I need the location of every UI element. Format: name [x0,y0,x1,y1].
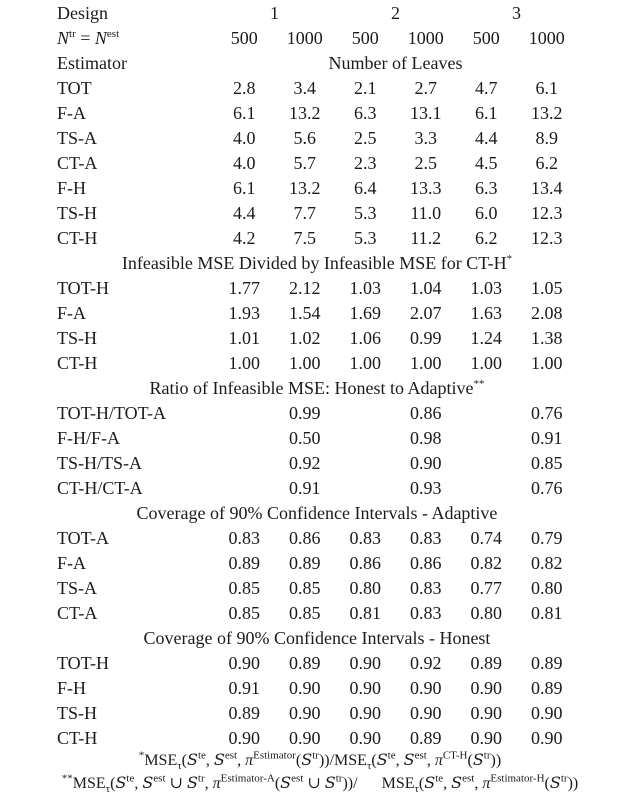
math-text: ( [418,775,425,792]
row-label: F-A [57,553,87,573]
value-cell: 12.3 [531,228,563,248]
value-cell [214,451,275,476]
math-text: ))/MSE [318,752,367,769]
value-cell [456,426,517,451]
math-text: S [403,750,415,769]
math-text: ∪ [303,775,325,792]
section-title-text: Infeasible MSE Divided by Infeasible MSE for CT-H [121,253,507,273]
superscript-text: tr [560,772,568,785]
value-cell: 0.83 [410,603,442,623]
math-text: N [57,28,70,48]
superscript-text: Estimator-H [490,772,545,785]
math-text: π [434,752,443,769]
footnote-line-2 [62,771,578,793]
section-title-superscript: ** [473,378,485,390]
row-label: F-H/F-A [57,428,121,448]
value-cell: 4.5 [475,153,498,173]
row-label: CT-H [57,353,98,373]
value-cell: 0.85 [289,578,321,598]
math-text: S [301,750,313,769]
math-text: S [115,773,127,792]
sample-size-value: 1000 [407,28,444,48]
value-cell: 0.80 [349,578,381,598]
sample-size-value: 1000 [528,28,565,48]
value-cell [335,426,396,451]
value-cell: 0.86 [289,528,321,548]
value-cell: 3.3 [414,128,437,148]
value-cell: 0.92 [289,453,321,473]
value-cell: 0.89 [531,653,563,673]
value-cell: 0.92 [410,653,442,673]
value-cell: 0.80 [531,578,563,598]
value-cell: 0.90 [410,678,442,698]
value-cell: 12.3 [531,203,563,223]
value-cell: 11.2 [410,228,442,248]
value-cell: 1.38 [531,328,563,348]
section-title [57,376,577,401]
value-cell: 1.00 [289,353,321,373]
row-label: F-A [57,103,87,123]
value-cell: 5.3 [354,228,377,248]
value-cell [456,401,517,426]
value-cell: 0.83 [228,528,260,548]
value-cell: 0.85 [228,603,260,623]
value-cell: 2.5 [414,153,437,173]
row-label: TOT [57,78,92,98]
row-label: F-H [57,178,87,198]
math-text: N [94,28,107,48]
value-cell: 0.89 [228,553,260,573]
value-cell: 13.4 [531,178,563,198]
value-cell: 2.8 [233,78,256,98]
leaves-span-title: Number of Leaves [328,53,463,73]
value-cell: 2.07 [410,303,442,323]
value-cell [335,451,396,476]
value-cell: 1.00 [228,353,260,373]
value-cell: 5.6 [293,128,316,148]
value-cell: 0.98 [410,428,442,448]
value-cell: 0.77 [470,578,502,598]
value-cell: 1.03 [470,278,502,298]
superscript-text: est [414,749,427,762]
value-cell: 3.4 [293,78,316,98]
value-cell: 6.2 [475,228,498,248]
value-cell: 0.74 [470,528,502,548]
row-label: F-A [57,303,87,323]
value-cell: 6.0 [475,203,498,223]
superscript-text: est [291,772,304,785]
value-cell: 1.03 [349,278,381,298]
value-cell: 0.90 [349,728,381,748]
value-cell: 0.90 [531,703,563,723]
math-text: ∪ [165,775,187,792]
value-cell: 0.89 [470,653,502,673]
value-cell: 0.85 [289,603,321,623]
value-cell: 0.76 [531,478,563,498]
value-cell: 1.00 [349,353,381,373]
value-cell: 4.4 [475,128,498,148]
math-text: S [213,750,225,769]
sample-size-value: 500 [472,28,500,48]
row-label: CT-A [57,153,98,173]
value-cell: 0.90 [289,728,321,748]
superscript-text: * [138,749,145,762]
value-cell [335,401,396,426]
value-cell: 1.63 [470,303,502,323]
value-cell: 13.1 [410,103,442,123]
value-cell: 0.90 [289,678,321,698]
value-cell: 6.2 [535,153,558,173]
value-cell: 1.05 [531,278,563,298]
row-label: TS-H [57,203,97,223]
value-cell: 1.54 [289,303,321,323]
value-cell: 11.0 [410,203,442,223]
value-cell: 7.7 [293,203,316,223]
value-cell [456,476,517,501]
value-cell: 0.79 [531,528,563,548]
value-cell: 1.01 [228,328,260,348]
sample-size-value: 500 [230,28,258,48]
value-cell: 13.2 [289,103,321,123]
math-text: ( [295,752,302,769]
math-text: , [443,775,452,792]
value-cell: 0.50 [289,428,321,448]
superscript-text: tr [197,772,205,785]
math-text: )) [567,775,579,792]
value-cell [214,426,275,451]
row-label: TOT-H [57,653,110,673]
math-text: ))/ [342,775,358,792]
value-cell: 1.04 [410,278,442,298]
value-cell: 1.24 [470,328,502,348]
superscript-text: tr [312,749,319,762]
section-title [57,626,577,651]
value-cell: 0.90 [228,653,260,673]
section-title [57,501,577,526]
row-label: CT-H [57,728,98,748]
value-cell: 0.85 [531,453,563,473]
math-text: ( [467,752,473,769]
value-cell: 1.77 [228,278,260,298]
value-cell: 2.12 [289,278,321,298]
value-cell: 7.5 [293,228,316,248]
value-cell: 4.0 [233,128,256,148]
row-label: CT-H/CT-A [57,478,143,498]
math-text: S [186,750,198,769]
row-label: TOT-H/TOT-A [57,403,167,423]
row-label: TOT-H [57,278,110,298]
superscript-text: tr [69,28,76,40]
value-cell: 0.91 [289,478,321,498]
math-text: ( [544,775,550,792]
value-cell: 0.99 [410,328,442,348]
row-label: CT-A [57,603,98,623]
value-cell: 2.1 [354,78,377,98]
subscript-text: τ [105,783,111,793]
row-label: TOT-A [57,528,110,548]
math-text: , [426,752,435,769]
math-text: S [324,773,336,792]
value-cell: 0.82 [531,553,563,573]
row-label: TS-H [57,703,97,723]
value-cell: 0.81 [349,603,381,623]
value-cell: 0.89 [531,678,563,698]
superscript-text: te [387,749,396,762]
value-cell: 1.00 [470,353,502,373]
value-cell: 1.69 [349,303,381,323]
design-row-label: Design [57,3,108,23]
value-cell: 0.82 [470,553,502,573]
sample-size-row-label [57,26,214,51]
math-text: S [451,773,463,792]
math-text: ( [371,752,377,769]
subscript-text: τ [414,783,419,793]
superscript-text: est [224,749,238,762]
section-title-superscript: * [506,253,513,265]
math-text: , [395,752,404,769]
value-cell: 0.86 [410,553,442,573]
section-title-text: Coverage of 90% Confidence Intervals - Honest [143,628,491,648]
row-label: TS-H [57,328,97,348]
math-text: π [245,752,254,769]
section-title-text: Ratio of Infeasible MSE: Honest to Adaptive [149,378,474,398]
value-cell: 2.3 [354,153,377,173]
design-group-label: 1 [270,3,279,23]
math-text: ( [274,775,281,792]
value-cell [214,476,275,501]
math-text: π [482,775,491,792]
value-cell [214,401,275,426]
value-cell: 0.90 [410,703,442,723]
value-cell: 6.3 [354,103,377,123]
value-cell: 0.83 [410,578,442,598]
math-text: S [424,773,436,792]
value-cell: 0.90 [470,678,502,698]
math-text: S [472,750,484,769]
superscript-text: est [462,772,475,785]
value-cell: 4.0 [233,153,256,173]
value-cell: 13.3 [410,178,442,198]
value-cell: 0.93 [410,478,442,498]
superscript-text: te [435,772,444,785]
math-text: , [134,775,143,792]
value-cell: 6.1 [475,103,498,123]
value-cell: 8.9 [535,128,558,148]
value-cell: 0.76 [531,403,563,423]
value-cell [456,451,517,476]
footnote-line-2-clip [0,771,640,793]
superscript-text: tr [335,772,343,785]
row-label: F-H [57,678,87,698]
value-cell: 4.7 [475,78,498,98]
value-cell: 4.2 [233,228,256,248]
value-cell: 1.06 [349,328,381,348]
sample-size-value: 1000 [286,28,323,48]
math-text: ( [110,775,116,792]
value-cell: 13.2 [531,103,563,123]
value-cell: 0.89 [410,728,442,748]
math-text: , [474,775,483,792]
row-label: TS-H/TS-A [57,453,142,473]
value-cell: 0.91 [228,678,260,698]
superscript-text: te [126,772,135,785]
footnote-line-1 [0,749,640,771]
math-text: S [186,773,198,792]
value-cell: 2.08 [531,303,563,323]
value-cell: 0.90 [410,453,442,473]
value-cell: 0.90 [531,728,563,748]
subscript-text: τ [366,760,372,773]
value-cell: 1.93 [228,303,260,323]
table-footnotes [0,749,640,793]
estimator-row-label: Estimator [57,53,127,73]
value-cell: 0.89 [289,553,321,573]
value-cell: 0.89 [289,653,321,673]
superscript-text: CT-H [442,749,468,762]
math-text: π [212,775,221,792]
value-cell: 0.83 [349,528,381,548]
value-cell: 6.4 [354,178,377,198]
row-label: CT-H [57,228,98,248]
math-text: MSE [72,775,106,792]
value-cell [335,476,396,501]
sample-size-value: 500 [351,28,379,48]
value-cell: 0.81 [531,603,563,623]
value-cell: 4.4 [233,203,256,223]
math-text: S [142,773,154,792]
value-cell: 0.90 [349,703,381,723]
superscript-text: est [153,772,166,785]
value-cell: 0.90 [349,678,381,698]
math-text: S [549,773,561,792]
math-text: ( [181,752,187,769]
value-cell: 0.90 [470,703,502,723]
value-cell: 6.1 [233,178,256,198]
subscript-text: τ [177,760,182,773]
math-text: )) [490,752,502,769]
value-cell: 0.83 [410,528,442,548]
value-cell: 1.00 [410,353,442,373]
value-cell: 5.3 [354,203,377,223]
value-cell: 0.90 [228,728,260,748]
value-cell: 0.86 [410,403,442,423]
section-title-text: Coverage of 90% Confidence Intervals - Adaptive [136,503,498,523]
math-text: , [237,752,246,769]
math-text: = [75,28,95,48]
math-text: S [280,773,292,792]
design-group-label: 2 [391,3,400,23]
math-text: MSE [144,752,178,769]
row-label: TS-A [57,578,97,598]
math-text: MSE [381,775,415,792]
value-cell: 13.2 [289,178,321,198]
value-cell: 0.85 [228,578,260,598]
value-cell: 6.1 [535,78,558,98]
value-cell: 6.3 [475,178,498,198]
value-cell: 2.5 [354,128,377,148]
value-cell: 0.86 [349,553,381,573]
value-cell: 0.99 [289,403,321,423]
section-title [57,251,577,276]
row-label: TS-A [57,128,97,148]
value-cell: 5.7 [293,153,316,173]
value-cell: 6.1 [233,103,256,123]
superscript-text: ** [61,772,73,785]
value-cell: 0.90 [349,653,381,673]
superscript-text: te [197,749,206,762]
superscript-text: est [106,28,120,40]
design-group-label: 3 [512,3,521,23]
superscript-text: Estimator-A [220,772,275,785]
value-cell: 0.80 [470,603,502,623]
value-cell: 0.90 [470,728,502,748]
superscript-text: Estimator [253,749,296,762]
value-cell: 0.91 [531,428,563,448]
value-cell: 0.90 [289,703,321,723]
value-cell: 1.00 [531,353,563,373]
superscript-text: tr [483,749,491,762]
math-text: , [205,752,214,769]
value-cell: 0.89 [228,703,260,723]
math-text: , [204,775,213,792]
value-cell: 2.7 [414,78,437,98]
value-cell: 1.02 [289,328,321,348]
math-text: S [376,750,388,769]
